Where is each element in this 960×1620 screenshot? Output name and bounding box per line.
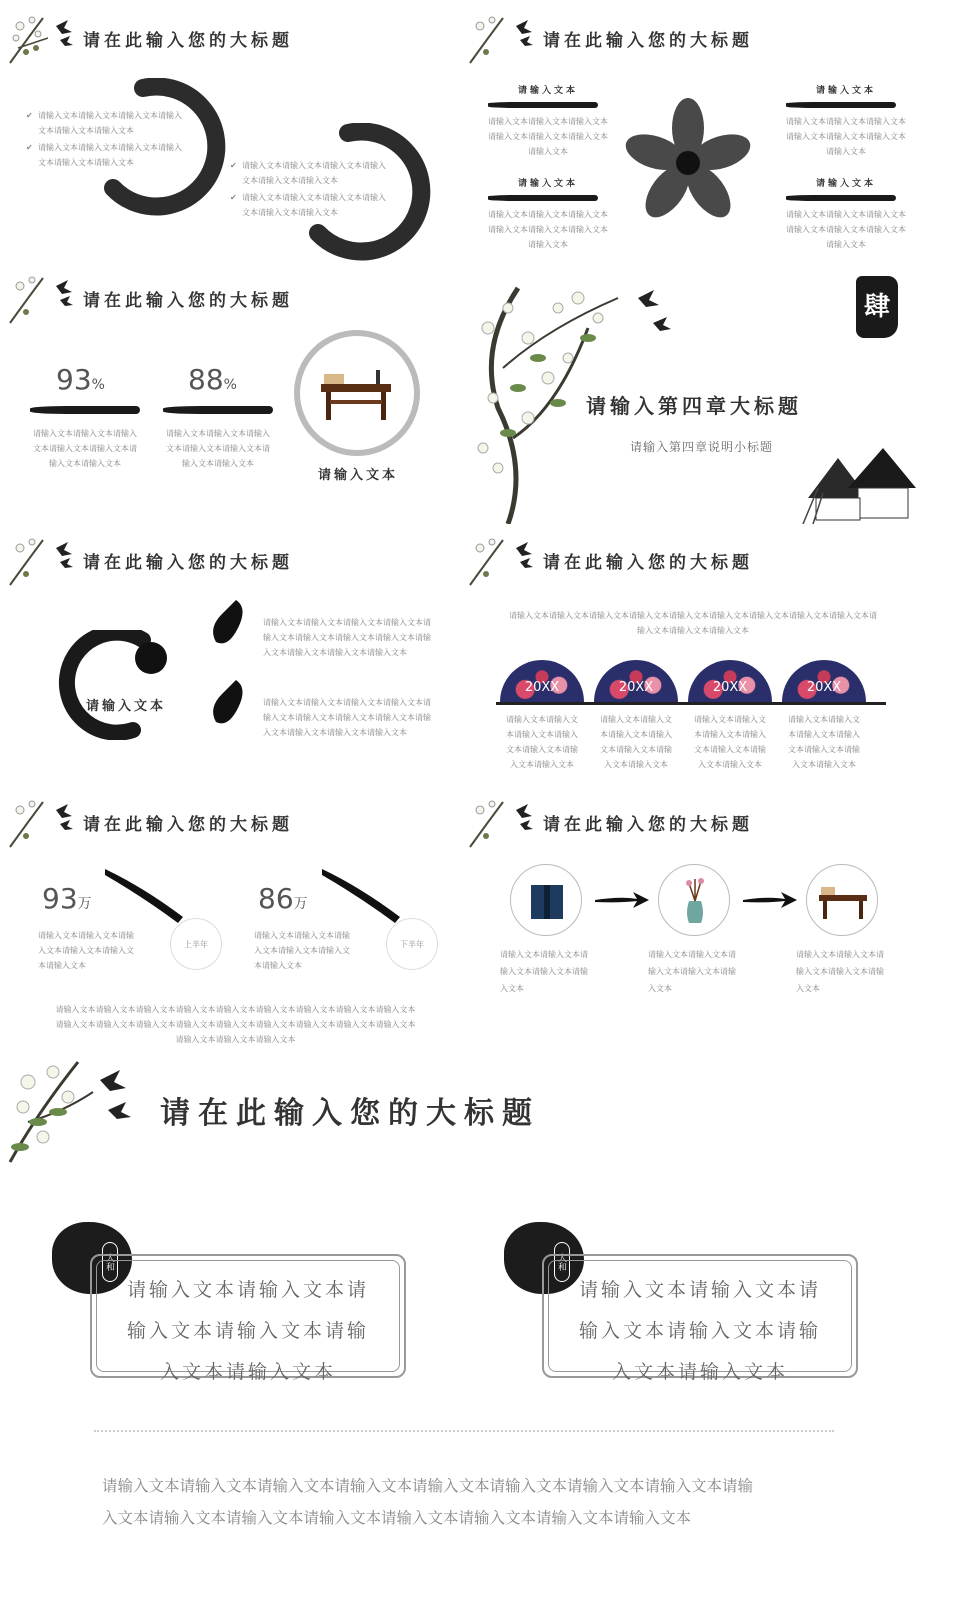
plum-blossom-icon <box>468 530 538 590</box>
plum-blossom-icon <box>8 530 78 590</box>
arrow-right-icon <box>593 890 651 910</box>
desk-icon <box>316 366 396 426</box>
desk-icon <box>807 865 879 937</box>
slide-7: 请在此输入您的大标题 93万 86万 请输入文本请输入文本请输入文本请输入文本请输入文本请输入文本 请输入文本请输入文本请输入文本请输入文本请输入文本请输入文本 上半年 下半年 请输入文本请输入文本请输入文本请输入文本请输入文本请输入文本请输入文本请输入文本请输入文本请输入文本请输入文本请输入文本请输入文本请输入文本请输入文本请输入文本请输入文本请输入文本请输入文本请输入文本请输入文本 <box>8 792 460 1048</box>
plum-blossom-icon <box>8 1052 148 1172</box>
plum-blossom-icon <box>8 792 78 852</box>
step-circle <box>658 864 730 936</box>
brush-stroke <box>786 195 896 201</box>
slide-title: 请在此输入您的大标题 <box>543 815 753 835</box>
chapter-title: 请输入第四章大标题 <box>586 394 802 418</box>
divider <box>496 702 886 705</box>
brush-stroke <box>786 102 896 108</box>
dotted-divider <box>94 1430 834 1432</box>
list-item: ✔ 请输入文本请输入文本请输入文本请输入文本请输入文本请输入文本 <box>230 161 386 185</box>
stat-value: 86万 <box>258 882 308 915</box>
chapter-subtitle: 请输入第四章说明小标题 <box>630 440 774 454</box>
text-box: 请输入文本请输入文本请 输入文本请输入文本请输 入文本请输入文本 <box>90 1254 406 1378</box>
slide-title: 请在此输入您的大标题 <box>83 291 293 311</box>
slide-3: 请在此输入您的大标题 93% 请输入文本请输入文本请输入文本请输入文本请输入文本请输入文本请输入文本 88% 请输入文本请输入文本请输入文本请输入文本请输入文本请输入文本请输入文本 请输入文本 <box>8 268 460 524</box>
period-badge: 上半年 <box>170 918 222 970</box>
slide-5: 请在此输入您的大标题 请输入文本 请输入文本请输入文本请输入文本请输入文本请输入文本请输入文本请输入文本请输入文本请输入文本请输入文本请输入文本请输入文本 请输入文本请输入文本请输入文本请输入文本请输入文本请输入文本请输入文本请输入文本请输入文本请输入文本请输入文本请输入文本 <box>8 530 460 786</box>
ink-flower-icon <box>618 93 758 233</box>
ink-house-icon <box>798 438 918 524</box>
footer-text: 请输入文本请输入文本请输入文本请输入文本请输入文本请输入文本请输入文本请输入文本请输 入文本请输入文本请输入文本请输入文本请输入文本请输入文本请输入文本请输入文本 <box>102 1477 754 1527</box>
list-item: ✔ 请输入文本请输入文本请输入文本请输入文本请输入文本请输入文本 <box>26 143 182 167</box>
seal-label: 人和 <box>102 1242 118 1282</box>
slide-title: 请在此输入您的大标题 <box>83 815 293 835</box>
ink-drop-icon <box>208 678 248 730</box>
stat-value: 93% <box>56 363 105 396</box>
fan-badge: 20XX <box>688 660 772 702</box>
fan-badge: 20XX <box>594 660 678 702</box>
brush-stroke <box>488 195 598 201</box>
plum-blossom-icon <box>468 8 538 68</box>
step-circle <box>806 864 878 936</box>
slide-title: 请在此输入您的大标题 <box>83 553 293 573</box>
arrow-right-icon <box>741 890 799 910</box>
brush-stroke <box>103 867 188 927</box>
progress-bar <box>163 406 273 414</box>
stat-value: 88% <box>188 363 237 396</box>
book-icon <box>511 865 583 937</box>
slide-title: 请在此输入您的大标题 <box>83 31 293 51</box>
plum-blossom-icon <box>8 8 78 68</box>
text-block: 请输入文本 请输入文本请输入文本请输入文本请输入文本请输入文本请输入文本请输入文本 <box>488 86 608 156</box>
plum-blossom-icon <box>8 268 78 328</box>
big-title: 请在此输入您的大标题 <box>160 1096 540 1131</box>
fan-badge: 20XX <box>782 660 866 702</box>
slide-2 <box>468 8 920 264</box>
brush-stroke <box>320 867 405 927</box>
list-item: ✔ 请输入文本请输入文本请输入文本请输入文本请输入文本请输入文本 <box>230 193 386 217</box>
slide-title: 请在此输入您的大标题 <box>543 31 753 51</box>
text-block: 请输入文本 请输入文本请输入文本请输入文本请输入文本请输入文本请输入文本请输入文本 <box>786 179 906 249</box>
progress-bar <box>30 406 140 414</box>
slide-4 <box>468 268 920 524</box>
step-circle <box>510 864 582 936</box>
slide-title: 请在此输入您的大标题 <box>543 553 753 573</box>
brush-stroke <box>488 102 598 108</box>
ink-circle-icon <box>43 630 183 740</box>
text-box: 请输入文本请输入文本请 输入文本请输入文本请输 入文本请输入文本 <box>542 1254 858 1378</box>
stat-value: 93万 <box>42 882 92 915</box>
chapter-badge: 肆 <box>856 276 898 338</box>
slide-6: 请在此输入您的大标题 请输入文本请输入文本请输入文本请输入文本请输入文本请输入文本请输入文本请输入文本请输入文本请输入文本请输入文本请输入文本 20XX 20XX 20XX 20XX 请输入文本请输入文本请输入文本请输入文本请输入文本请输入文本请输入文本 请输入文本请输入文本请输入文本请输入文本请输入文本请输入文本请输入文本 请输入文本请输入文本请输入文本请输入文本请输入文本请输入文本请输入文本 请输入文本请输入文本请输入文本请输入文本请输入文本请输入文本请输入文本 <box>468 530 920 786</box>
vase-icon <box>659 865 731 937</box>
right-list <box>230 158 390 220</box>
text-block: 请输入文本 请输入文本请输入文本请输入文本请输入文本请输入文本请输入文本请输入文本 <box>488 179 608 249</box>
slide-9 <box>8 1052 920 1612</box>
left-list <box>26 108 186 170</box>
ink-drop-icon <box>208 598 248 650</box>
text-block: 请输入文本 请输入文本请输入文本请输入文本请输入文本请输入文本请输入文本请输入文本 <box>786 86 906 156</box>
slide-8: 请在此输入您的大标题 请输入文本请输入文本请输入文本请输入文本请输入文本 请输入文本请输入文本请输入文本请输入文本请输入文本 请输入文本请输入文本请输入文本请输入文本请输入文本 <box>468 792 920 1048</box>
list-item: ✔ 请输入文本请输入文本请输入文本请输入文本请输入文本请输入文本 <box>26 111 182 135</box>
fan-badge: 20XX <box>500 660 584 702</box>
period-badge: 下半年 <box>386 918 438 970</box>
slide-1 <box>8 8 460 264</box>
seal-label: 人和 <box>554 1242 570 1282</box>
plum-blossom-icon <box>468 792 538 852</box>
